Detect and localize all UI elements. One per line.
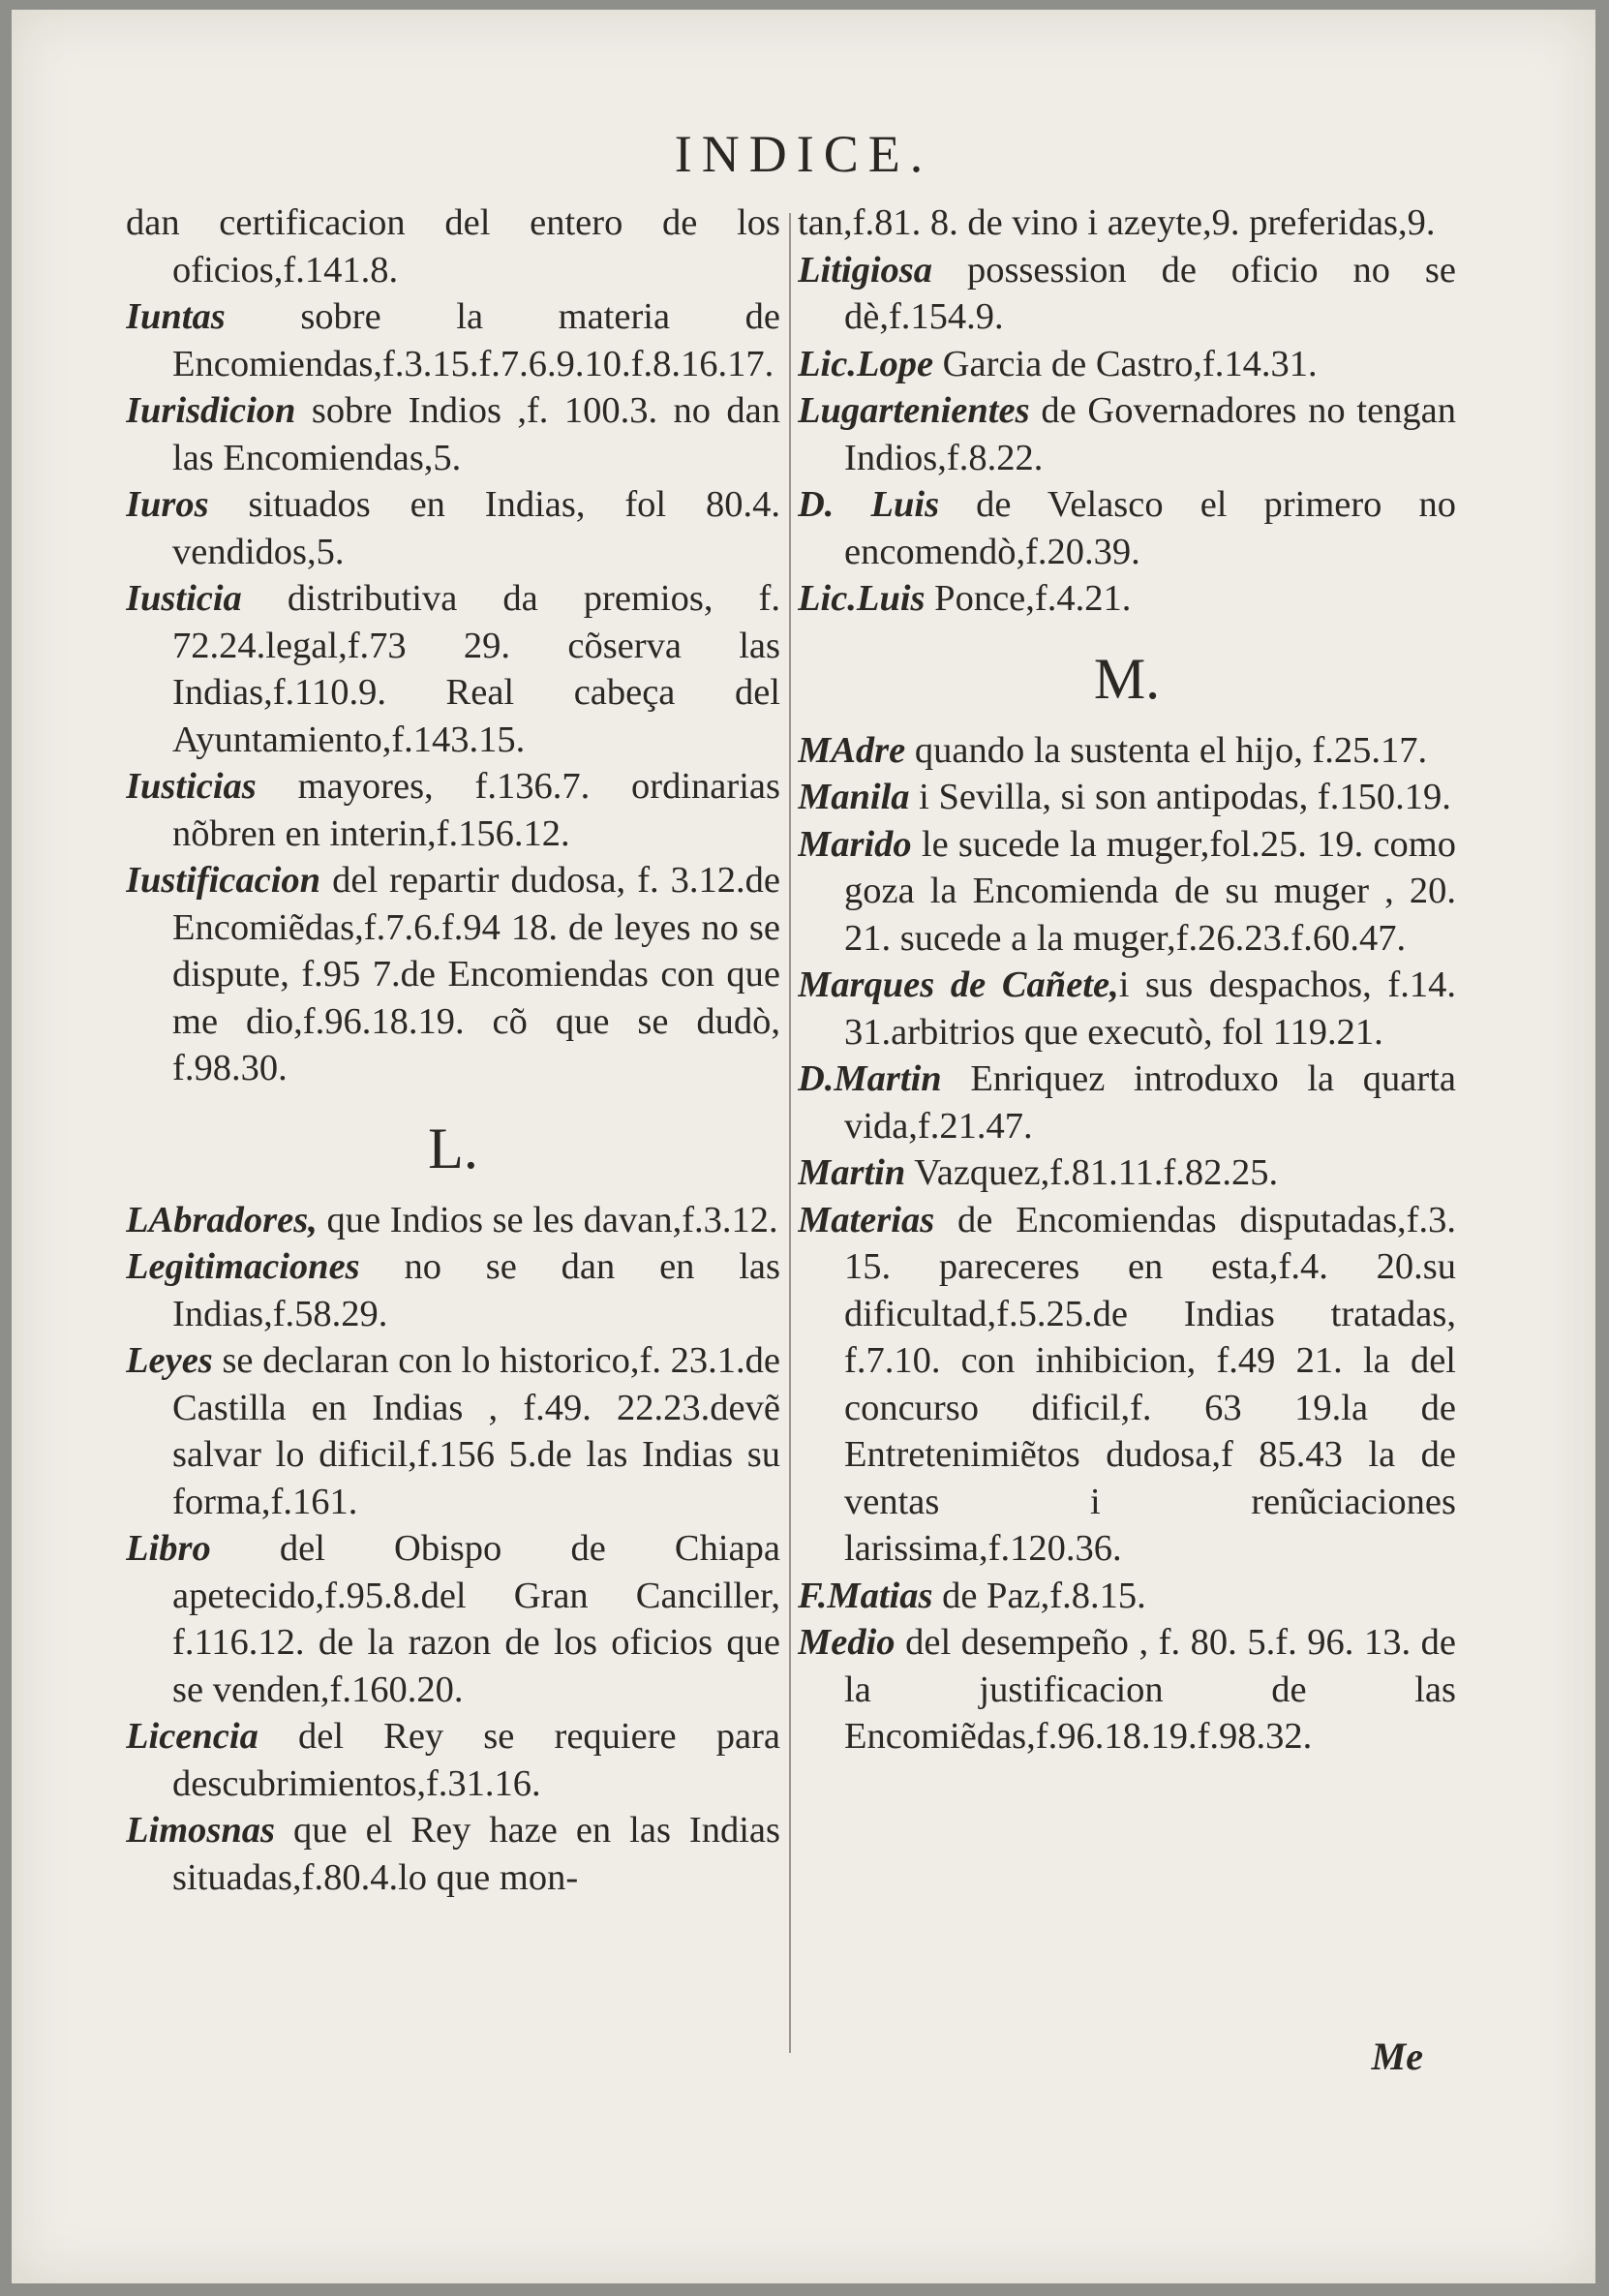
entry-text: no se dan en las Indias,f.58.29. xyxy=(172,1246,780,1334)
index-entry xyxy=(798,821,1456,963)
entry-text: de Velasco el primero no encomendò,f.20.39. xyxy=(844,484,1456,572)
entry-keyword: Iusticia xyxy=(126,578,242,619)
index-entry xyxy=(798,1573,1456,1620)
index-entry xyxy=(798,247,1456,341)
entry-text: del repartir dudosa, f. 3.12.de Encomiẽdas,f.7.6.f.94 18. de leyes no se dispute, f.95 7.de Encomiendas con que me dio,f.96.18.19. cõ que se dudò, f.98.30. xyxy=(172,860,780,1088)
index-entry xyxy=(126,763,780,857)
index-entry xyxy=(126,199,780,293)
entry-keyword: Litigiosa xyxy=(798,249,933,291)
entry-keyword: LAbradores, xyxy=(126,1199,318,1240)
entry-keyword: F.Matias xyxy=(798,1575,933,1616)
index-entry xyxy=(126,1243,780,1337)
entry-keyword: Leyes xyxy=(126,1340,213,1381)
index-entry xyxy=(798,962,1456,1056)
index-entry xyxy=(798,341,1456,388)
index-entry xyxy=(798,727,1456,775)
right-column xyxy=(798,199,1456,2088)
entry-keyword: Libro xyxy=(126,1528,211,1569)
index-entry xyxy=(126,387,780,481)
index-entry xyxy=(126,1525,780,1713)
entry-text: Garcia de Castro,f.14.31. xyxy=(933,343,1318,384)
entry-text: le sucede la muger,fol.25. 19. como goza la Encomienda de su muger , 20. 21. sucede a la muger,f.26.23.f.60.47. xyxy=(844,823,1456,959)
entry-text: mayores, f.136.7. ordinarias nõbren en interin,f.156.12. xyxy=(172,766,780,854)
entry-keyword: Lic.Luis xyxy=(798,578,926,619)
entry-keyword: Licencia xyxy=(126,1716,258,1757)
index-entry xyxy=(798,1149,1456,1197)
entry-keyword: Iuntas xyxy=(126,296,226,337)
page-header: INDICE. xyxy=(674,125,933,183)
entry-text: sobre la materia de Encomiendas,f.3.15.f.7.6.9.10.f.8.16.17. xyxy=(172,296,780,384)
index-entry xyxy=(126,481,780,575)
index-entry xyxy=(798,1197,1456,1573)
entry-text: del Rey se requiere para descubrimientos,f.31.16. xyxy=(172,1716,780,1804)
entry-keyword: Martin xyxy=(798,1152,906,1193)
entry-text: Enriquez introduxo la quarta vida,f.21.47. xyxy=(844,1058,1456,1147)
index-entry xyxy=(126,1337,780,1525)
index-entry xyxy=(798,387,1456,481)
index-entry xyxy=(126,1197,780,1244)
entry-keyword: Legitimaciones xyxy=(126,1246,360,1287)
index-entry xyxy=(126,857,780,1092)
entry-keyword: MAdre xyxy=(798,729,906,771)
entry-keyword: Marques de Cañete, xyxy=(798,964,1119,1005)
entry-text: possession de oficio no se dè,f.154.9. xyxy=(844,249,1456,337)
entry-text: que Indios se les davan,f.3.12. xyxy=(317,1199,778,1240)
entry-text: situados en Indias, fol 80.4. vendidos,5. xyxy=(172,484,780,572)
index-entry xyxy=(126,1807,780,1901)
entry-text: que el Rey haze en las Indias situadas,f.80.4.lo que mon- xyxy=(172,1810,780,1898)
entry-text: del desempeño , f. 80. 5.f. 96. 13. de la justificacion de las Encomiẽdas,f.96.18.19.f.98.32. xyxy=(844,1622,1456,1757)
entry-text: del Obispo de Chiapa apetecido,f.95.8.del Gran Canciller, f.116.12. de la razon de los oficios que se venden,f.160.20. xyxy=(172,1528,780,1710)
column-divider xyxy=(789,213,791,2053)
entry-text: tan,f.81. 8. de vino i azeyte,9. preferidas,9. xyxy=(798,202,1436,243)
entry-keyword: Lugartenientes xyxy=(798,390,1030,431)
entry-keyword: Marido xyxy=(798,823,912,865)
section-letter: M. xyxy=(1093,646,1161,711)
entry-text: i sus despachos, f.14. 31.arbitrios que executò, fol 119.21. xyxy=(844,964,1456,1053)
entry-keyword: Manila xyxy=(798,777,910,817)
entry-text: dan certificacion del entero de los oficios,f.141.8. xyxy=(126,202,780,291)
entry-text: de Paz,f.8.15. xyxy=(932,1575,1146,1616)
left-column xyxy=(126,199,780,2088)
entry-keyword: D. Luis xyxy=(798,484,940,525)
entry-keyword: Lic.Lope xyxy=(798,343,934,384)
entry-keyword: Limosnas xyxy=(126,1810,276,1851)
entry-keyword: Iusticias xyxy=(126,766,257,807)
index-entry xyxy=(798,481,1456,575)
index-entry xyxy=(126,575,780,763)
index-entry xyxy=(798,774,1456,821)
index-entry xyxy=(798,1056,1456,1149)
entry-text: quando la sustenta el hijo, f.25.17. xyxy=(905,729,1428,771)
entry-text: Vazquez,f.81.11.f.82.25. xyxy=(905,1152,1279,1193)
entry-keyword: Iurisdicion xyxy=(126,390,296,431)
index-entry xyxy=(798,1619,1456,1760)
entry-text: Ponce,f.4.21. xyxy=(925,578,1132,619)
entry-text: i Sevilla, si son antipodas, f.150.19. xyxy=(909,777,1451,817)
index-entry xyxy=(126,1713,780,1807)
book-page xyxy=(12,10,1595,2283)
index-entry xyxy=(798,199,1456,247)
entry-keyword: Iuros xyxy=(126,484,209,525)
index-entry xyxy=(126,293,780,387)
entry-keyword: Medio xyxy=(798,1622,896,1663)
section-letter: L. xyxy=(428,1116,478,1180)
catchword: Me xyxy=(1371,2035,1423,2078)
entry-text: de Encomiendas disputadas,f.3. 15. pareceres en esta,f.4. 20.su dificultad,f.5.25.de Indias tratadas, f.7.10. con inhibicion, f.49 21. la del concurso dificil,f. 63 19.la de Entretenimiẽtos dudosa,f 85.43 la de ventas i renũciaciones larissima,f.120.36. xyxy=(844,1199,1456,1569)
entry-text: se declaran con lo historico,f. 23.1.de Castilla en Indias , f.49. 22.23.devẽ salvar lo dificil,f.156 5.de las Indias su forma,f.161. xyxy=(172,1340,780,1522)
entry-text: de Governadores no tengan Indios,f.8.22. xyxy=(844,390,1456,478)
entry-text: sobre Indios ,f. 100.3. no dan las Encomiendas,5. xyxy=(172,390,780,478)
entry-keyword: Iustificacion xyxy=(126,860,321,901)
entry-keyword: D.Martin xyxy=(798,1058,942,1099)
entry-text: distributiva da premios, f. 72.24.legal,f.73 29. cõserva las Indias,f.110.9. Real cabeça del Ayuntamiento,f.143.15. xyxy=(172,578,780,760)
entry-keyword: Materias xyxy=(798,1199,935,1240)
index-entry xyxy=(798,575,1456,623)
